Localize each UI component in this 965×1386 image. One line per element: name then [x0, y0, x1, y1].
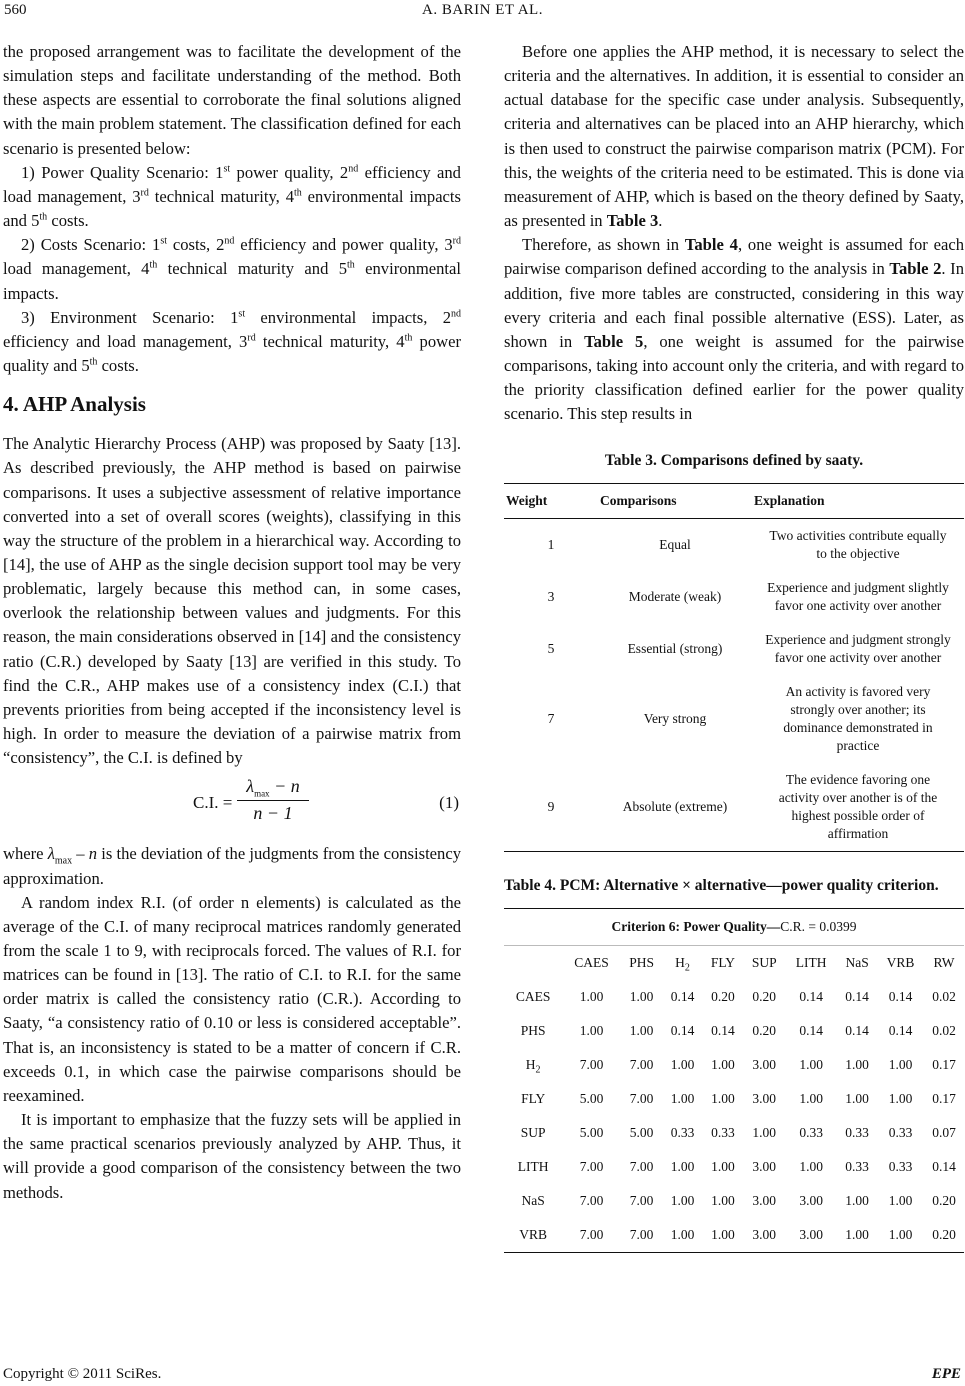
table-cell: 0.14 — [711, 1022, 735, 1038]
col-header: FLY — [710, 954, 735, 970]
table-cell: 1.00 — [711, 1056, 735, 1072]
col-header: Explanation — [752, 483, 964, 518]
table-header-row — [504, 483, 964, 518]
table-cell: 0.14 — [845, 1022, 869, 1038]
scenario-costs: 2) Costs Scenario: 1st costs, 2nd efficiency and power quality, 3rd load management, 4th technical maturity and 5th environmental impacts. — [3, 235, 462, 303]
table-header-row — [504, 945, 964, 980]
right-column — [504, 40, 964, 1253]
table-cell: 0.20 — [711, 988, 735, 1004]
table3 — [504, 483, 964, 852]
table-cell: 1.00 — [799, 1158, 823, 1174]
table-cell: 0.33 — [888, 1158, 913, 1174]
table-row — [504, 571, 964, 623]
table-cell: 1.00 — [579, 988, 604, 1004]
table-cell: Experience and judgment slightly favor one activity over another — [767, 579, 949, 613]
table-cell: 0.33 — [711, 1124, 735, 1140]
table-cell: Moderate (weak) — [628, 588, 722, 604]
col-header: LITH — [795, 954, 827, 970]
table-cell: 1.00 — [629, 1022, 654, 1038]
table-cell: 9 — [504, 763, 598, 852]
table-cell: 0.17 — [932, 1056, 956, 1072]
table-cell: 3.00 — [799, 1192, 823, 1208]
table-cell: 3.00 — [752, 1192, 777, 1208]
row-header: CAES — [515, 988, 551, 1004]
col-header: VRB — [886, 954, 915, 970]
table-cell: 0.14 — [670, 1022, 695, 1038]
paragraph: A random index R.I. (of order n elements) is calculated as the average of the C.I. of many reciprocal matrices randomly generated from the scale 1 to 9, with reciprocals forced. The values of R.I. for matrices can be found in [13]. The ratio of C.I. to R.I. for the same order matrix is called the consistency ratio (C.R.). According to Saaty, “a consistency ratio of 0.10 or less is considered acceptable”. That is, an inconsistency is stated to be a matter of concern if C.R. exceeds 0.1, in which case the pairwise comparisons should be reexamined. — [3, 892, 461, 1105]
table-cell: 3.00 — [785, 1218, 837, 1253]
section-title: 4. AHP Analysis — [3, 392, 146, 417]
table-cell: 0.14 — [888, 988, 913, 1004]
table-cell: Very strong — [643, 710, 707, 726]
table4-caption: Table 4. PCM: Alternative × alternative—power quality criterion. — [504, 876, 939, 894]
table-cell: 1.00 — [845, 1090, 869, 1106]
col-header: Weight — [504, 483, 598, 518]
table-cell: 7.00 — [629, 1158, 654, 1174]
col-header: PHS — [629, 954, 654, 970]
table-cell: 1.00 — [711, 1192, 735, 1208]
row-header: PHS — [520, 1022, 546, 1038]
table-cell: 3.00 — [752, 1056, 777, 1072]
table-cell: 1.00 — [845, 1192, 869, 1208]
col-header: NaS — [845, 954, 869, 970]
row-header: NaS — [521, 1192, 545, 1208]
table-row — [504, 518, 964, 571]
table-row — [504, 675, 964, 763]
table-cell: 0.17 — [932, 1090, 956, 1106]
scenario-environment: 3) Environment Scenario: 1st environmental impacts, 2nd efficiency and load management, 3rd technical maturity, 4th power quality and 5th costs. — [3, 307, 462, 376]
criterion-row — [504, 908, 964, 945]
table-cell: 7.00 — [579, 1192, 604, 1208]
table-cell: 0.02 — [932, 988, 956, 1004]
table-cell: The evidence favoring one activity over another is of the highest possible order of affirmation — [752, 763, 964, 852]
equation-1 — [3, 774, 461, 836]
table-cell: 1.00 — [845, 1056, 869, 1072]
paragraph: It is important to emphasize that the fuzzy sets will be applied in the same practical scenarios previously analyzed by AHP. Thus, it will provide a good comparison of the consistency between the two methods. — [3, 1110, 461, 1202]
table-cell: 1.00 — [837, 1218, 877, 1253]
table-row — [504, 1184, 964, 1218]
table-cell: 1.00 — [752, 1124, 777, 1140]
table-cell: 0.33 — [888, 1124, 913, 1140]
page-number: 560 — [4, 2, 27, 18]
table-cell: 5 — [547, 640, 555, 656]
col-header: Comparisons — [598, 483, 752, 518]
scenario-power-quality: 1) Power Quality Scenario: 1st power quality, 2nd efficiency and load management, 3rd technical maturity, 4th environmental impacts and 5th costs. — [3, 162, 461, 231]
table-cell: 1.00 — [711, 1090, 735, 1106]
table-cell: 3.00 — [752, 1090, 777, 1106]
table-cell: 3.00 — [752, 1158, 777, 1174]
table-cell: 7.00 — [629, 1192, 654, 1208]
running-title: A. BARIN ET AL. — [422, 2, 543, 18]
equation-numerator: $\lambda_{max} - n$ — [237, 774, 309, 800]
table-cell: 0.14 — [799, 988, 823, 1004]
table-cell: 7.00 — [579, 1056, 604, 1072]
table-row — [504, 1082, 964, 1116]
table-cell: 7 — [547, 710, 555, 726]
table-cell: 3.00 — [743, 1218, 785, 1253]
col-header — [504, 945, 562, 980]
table-cell: Experience and judgment strongly favor one activity over another — [765, 631, 951, 665]
table-cell: 3 — [547, 588, 555, 604]
equation-lhs: C.I. = — [193, 793, 233, 813]
criterion-label: Criterion 6: Power Quality—C.R. = 0.0399 — [504, 908, 964, 945]
table4 — [504, 908, 964, 1253]
table-cell: 7.00 — [579, 1158, 604, 1174]
table-cell: 1.00 — [799, 1056, 823, 1072]
table-cell: 1.00 — [888, 1192, 913, 1208]
left-column — [3, 40, 461, 1205]
table-cell: 1.00 — [663, 1218, 703, 1253]
table-cell: 1.00 — [702, 1218, 743, 1253]
table-cell: 7.00 — [621, 1218, 663, 1253]
table-cell: 0.33 — [670, 1124, 695, 1140]
table-cell: 7.00 — [629, 1090, 654, 1106]
table-cell: 0.14 — [845, 988, 869, 1004]
table-cell: 0.14 — [932, 1158, 956, 1174]
table-cell: Equal — [659, 536, 691, 552]
table-row — [504, 1116, 964, 1150]
table-cell: 0.33 — [799, 1124, 823, 1140]
paragraph: Therefore, as shown in Table 4, one weight is assumed for each pairwise comparison defined according to the analysis in Table 2. In addition, five more tables are constructed, considering in this way every criteria and each final possible alternative (ESS). Later, as shown in Table 5, one weight is assumed for the pairwise comparisons, taking into account only the criteria, and with regard to the priority classification defined earlier for the power quality scenario. This step results in — [504, 235, 964, 424]
table-cell: 1.00 — [670, 1056, 695, 1072]
row-header: VRB — [504, 1218, 562, 1253]
table-cell: 7.00 — [562, 1218, 620, 1253]
equation-fraction — [237, 774, 309, 824]
table-cell: 0.33 — [845, 1124, 869, 1140]
table-cell: Two activities contribute equally to the objective — [769, 527, 947, 561]
table-cell: 1.00 — [888, 1090, 913, 1106]
paragraph: The Analytic Hierarchy Process (AHP) was proposed by Saaty [13]. As described previously, the AHP method is based on pairwise comparisons. It uses a subjective assessment of relative importance converted into a set of overall scores (weights), classifying in this way the structure of the problem in a hierarchical way. According to [14], the use of AHP as the single decision support tool may be very problematic, largely because this method can, in some cases, overlook the relationship between values and judgments. For this reason, the main considerations observed in [14] and the consistency ratio (C.R.) developed by Saaty [13] are verified in this study. To find the C.R., AHP makes use of a consistency index (C.I.) that prevents priorities from being accepted if the inconsistency level is high. In order to measure the deviation of a pairwise matrix from “consistency”, the C.I. is defined by — [3, 434, 461, 768]
table-cell: 5.00 — [579, 1124, 604, 1140]
table-cell: 0.20 — [924, 1218, 964, 1253]
table-cell: 7.00 — [629, 1056, 654, 1072]
equation-denominator: n − 1 — [253, 802, 293, 823]
row-header: SUP — [520, 1124, 546, 1140]
table-cell: 1.00 — [670, 1192, 695, 1208]
table-cell: 0.14 — [888, 1022, 913, 1038]
table-cell: 1.00 — [579, 1022, 604, 1038]
table-cell: 5.00 — [629, 1124, 654, 1140]
table-cell: 0.02 — [932, 1022, 956, 1038]
table-row — [504, 623, 964, 675]
table-cell: 0.14 — [799, 1022, 823, 1038]
paragraph: the proposed arrangement was to facilitate the development of the simulation steps and facilitate understanding of the method. Both these aspects are essential to corroborate the final solutions aligned with the main problem statement. The classification defined for each scenario is presented below: — [3, 42, 461, 158]
table-row — [504, 1014, 964, 1048]
equation-number: (1) — [439, 793, 459, 813]
paragraph: Before one applies the AHP method, it is necessary to select the criteria and the alternatives. In addition, it is essential to consider an actual database for the specific case under analysis. Subsequently, criteria and alternatives can be placed into an AHP hierarchy, which is then used to construct the pairwise comparison matrix (PCM). For this, the weights of the criteria need to be estimated. This is done via measurement of AHP, which is based on the theory defined by Saaty, as presented in Table 3. — [504, 42, 964, 231]
table-cell: 1.00 — [670, 1158, 695, 1174]
journal-abbrev: EPE — [931, 1366, 961, 1382]
table-cell: 1.00 — [629, 988, 654, 1004]
row-header: $H_2$ — [525, 1056, 541, 1076]
col-header: CAES — [574, 954, 609, 970]
table-cell: Essential (strong) — [627, 640, 723, 656]
table-cell: Absolute (extreme) — [598, 763, 752, 852]
table-cell: An activity is favored very strongly over another; its dominance demonstrated in practice — [783, 683, 933, 753]
table-row — [504, 763, 964, 852]
row-header: FLY — [521, 1090, 546, 1106]
table-cell: 0.20 — [752, 1022, 777, 1038]
table-cell: 1.00 — [711, 1158, 735, 1174]
table-row — [504, 1048, 964, 1082]
table-row — [504, 1218, 964, 1253]
table-cell: 1.00 — [799, 1090, 823, 1106]
table-cell: 0.33 — [845, 1158, 869, 1174]
table-cell: 0.20 — [932, 1192, 956, 1208]
col-header: $H_2$ — [675, 954, 690, 974]
table-cell: 1 — [547, 536, 555, 552]
table-cell: 1.00 — [888, 1056, 913, 1072]
col-header: SUP — [751, 954, 777, 970]
table-cell: 1.00 — [877, 1218, 924, 1253]
row-header: LITH — [517, 1158, 549, 1174]
table-cell: 0.20 — [752, 988, 777, 1004]
table3-caption: Table 3. Comparisons defined by saaty. — [604, 451, 864, 469]
table-cell: 0.07 — [932, 1124, 956, 1140]
table-cell: 0.14 — [670, 988, 695, 1004]
table-row — [504, 1150, 964, 1184]
table-row — [504, 980, 964, 1014]
table-cell: 1.00 — [670, 1090, 695, 1106]
paragraph: where $\lambda_{max}$ – n is the deviation of the judgments from the consistency approximation. — [3, 844, 462, 888]
col-header: RW — [933, 954, 955, 970]
copyright: Copyright © 2011 SciRes. — [3, 1366, 162, 1382]
table-cell: 5.00 — [579, 1090, 604, 1106]
